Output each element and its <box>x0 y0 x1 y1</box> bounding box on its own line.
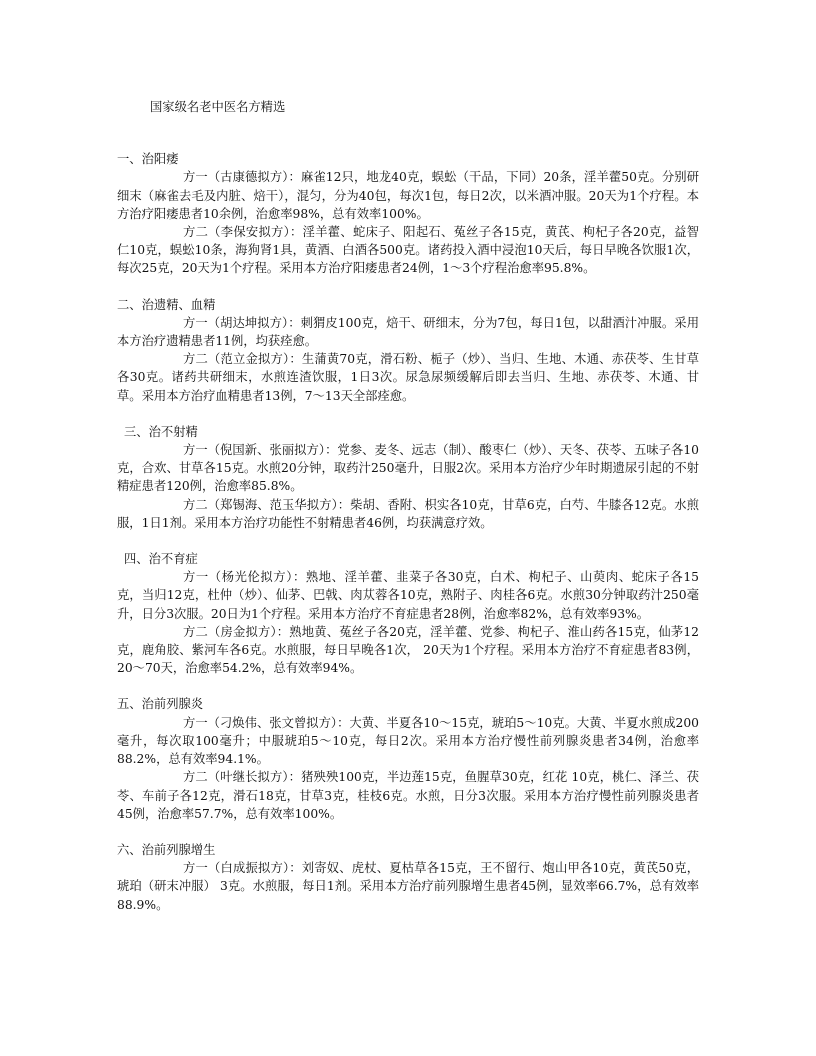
section-infertility <box>117 550 699 677</box>
section-heading: 五、治前列腺炎 <box>117 697 204 712</box>
formula-paragraph: 方一（胡达坤拟方）：刺猬皮100克，焙干、研细末，分为7包，每日1包，以甜酒汁冲服。采用本方治疗遗精患者11例，均获痊愈。 <box>117 315 699 349</box>
formula-paragraph: 方一（倪国新、张丽拟方）：党参、麦冬、远志（制）、酸枣仁（炒）、天冬、茯苓、五味子各10克，合欢、甘草各15克。水煎20分钟，取药汁250毫升，日服2次。采用本方治疗少年时期遗尿引起的不射精症患者120例，治愈率85.8%。 <box>117 443 699 494</box>
formula-paragraph: 方二（李保安拟方）：淫羊藿、蛇床子、阳起石、菟丝子各15克，黄芪、枸杞子各20克，益智仁10克，蜈蚣10条，海狗肾1具，黄酒、白酒各500克。诸药投入酒中浸泡10天后，每日早晚各饮服1次，每次25克，20天为1个疗程。采用本方治疗阳痿患者24例，1～3个疗程治愈率95.8%。 <box>117 225 699 276</box>
document-body <box>117 98 699 932</box>
formula-paragraph: 方二（叶继长拟方）：猪殃殃100克，半边莲15克，鱼腥草30克，红花 10克，桃仁、泽兰、茯苓、车前子各12克，滑石18克，甘草3克，桂枝6克。水煎，日分3次服。采用本方治疗慢性前列腺炎患者45例，治愈率57.7%，总有效率100%。 <box>117 770 699 821</box>
page-title: 国家级名老中医名方精选 <box>150 100 286 114</box>
section-non-ejaculation <box>117 423 699 532</box>
formula-paragraph: 方二（郑锡海、范玉华拟方）：柴胡、香附、枳实各10克，甘草6克，白芍、牛膝各12克。水煎服，1日1剂。采用本方治疗功能性不射精患者46例，均获满意疗效。 <box>117 497 699 530</box>
section-spermatorrhea <box>117 296 699 405</box>
section-prostatitis <box>117 695 699 822</box>
section-heading: 三、治不射精 <box>124 424 198 439</box>
formula-paragraph: 方一（杨光伦拟方）：熟地、淫羊藿、韭菜子各30克，白术、枸杞子、山萸肉、蛇床子各15克，当归12克，杜仲（炒）、仙茅、巴戟、肉苁蓉各10克，熟附子、肉桂各6克。水煎30分钟取药汁250毫升，日分3次服。20日为1个疗程。采用本方治疗不育症患者28例，治愈率82%，总有效率93%。 <box>117 570 699 621</box>
formula-paragraph: 方一（古康德拟方）：麻雀12只，地龙40克，蜈蚣（干品，下同）20条，淫羊藿50克。分别研细末（麻雀去毛及内脏、焙干），混匀，分为40包，每次1包，每日2次，以米酒冲服。20天为1个疗程。本方治疗阳痿患者10余例，治愈率98%，总有效率100%。 <box>117 170 699 221</box>
section-prostate-hyperplasia <box>117 841 699 914</box>
section-impotence <box>117 150 699 277</box>
formula-paragraph: 方一（刁焕伟、张文曾拟方）：大黄、半夏各10～15克，琥珀5～10克。大黄、半夏水煎成200毫升，每次取100毫升；中服琥珀5～10克，每日2次。采用本方治疗慢性前列腺炎患者34例，治愈率88.2%，总有效率94.1%。 <box>117 715 699 767</box>
section-heading: 一、治阳痿 <box>117 152 179 167</box>
section-heading: 六、治前列腺增生 <box>117 842 216 857</box>
formula-paragraph: 方二（房金拟方）：熟地黄、菟丝子各20克，淫羊藿、党参、枸杞子、淮山药各15克，仙茅12克，鹿角胶、紫河车各6克。水煎服，每日早晚各1次， 20天为1个疗程。采用本方治疗不育症患者83例，20～70天，治愈率54.2%，总有效率94%。 <box>117 624 699 676</box>
section-heading: 二、治遗精、血精 <box>117 297 216 312</box>
section-heading: 四、治不育症 <box>124 552 198 567</box>
formula-paragraph: 方二（范立金拟方）：生蒲黄70克，滑石粉、栀子（炒）、当归、生地、木通、赤茯苓、生甘草各30克。诸药共研细末，水煎连渣饮服，1日3次。尿急尿频缓解后即去当归、生地、赤茯苓、木通、甘草。采用本方治疗血精患者13例，7～13天全部痊愈。 <box>117 352 699 403</box>
formula-paragraph: 方一（白成振拟方）：刘寄奴、虎杖、夏枯草各15克，王不留行、炮山甲各10克，黄芪50克，琥珀（研末冲服） 3克。水煎服，每日1剂。采用本方治疗前列腺增生患者45例，显效率66.7%，总有效率88.9%。 <box>117 861 699 912</box>
